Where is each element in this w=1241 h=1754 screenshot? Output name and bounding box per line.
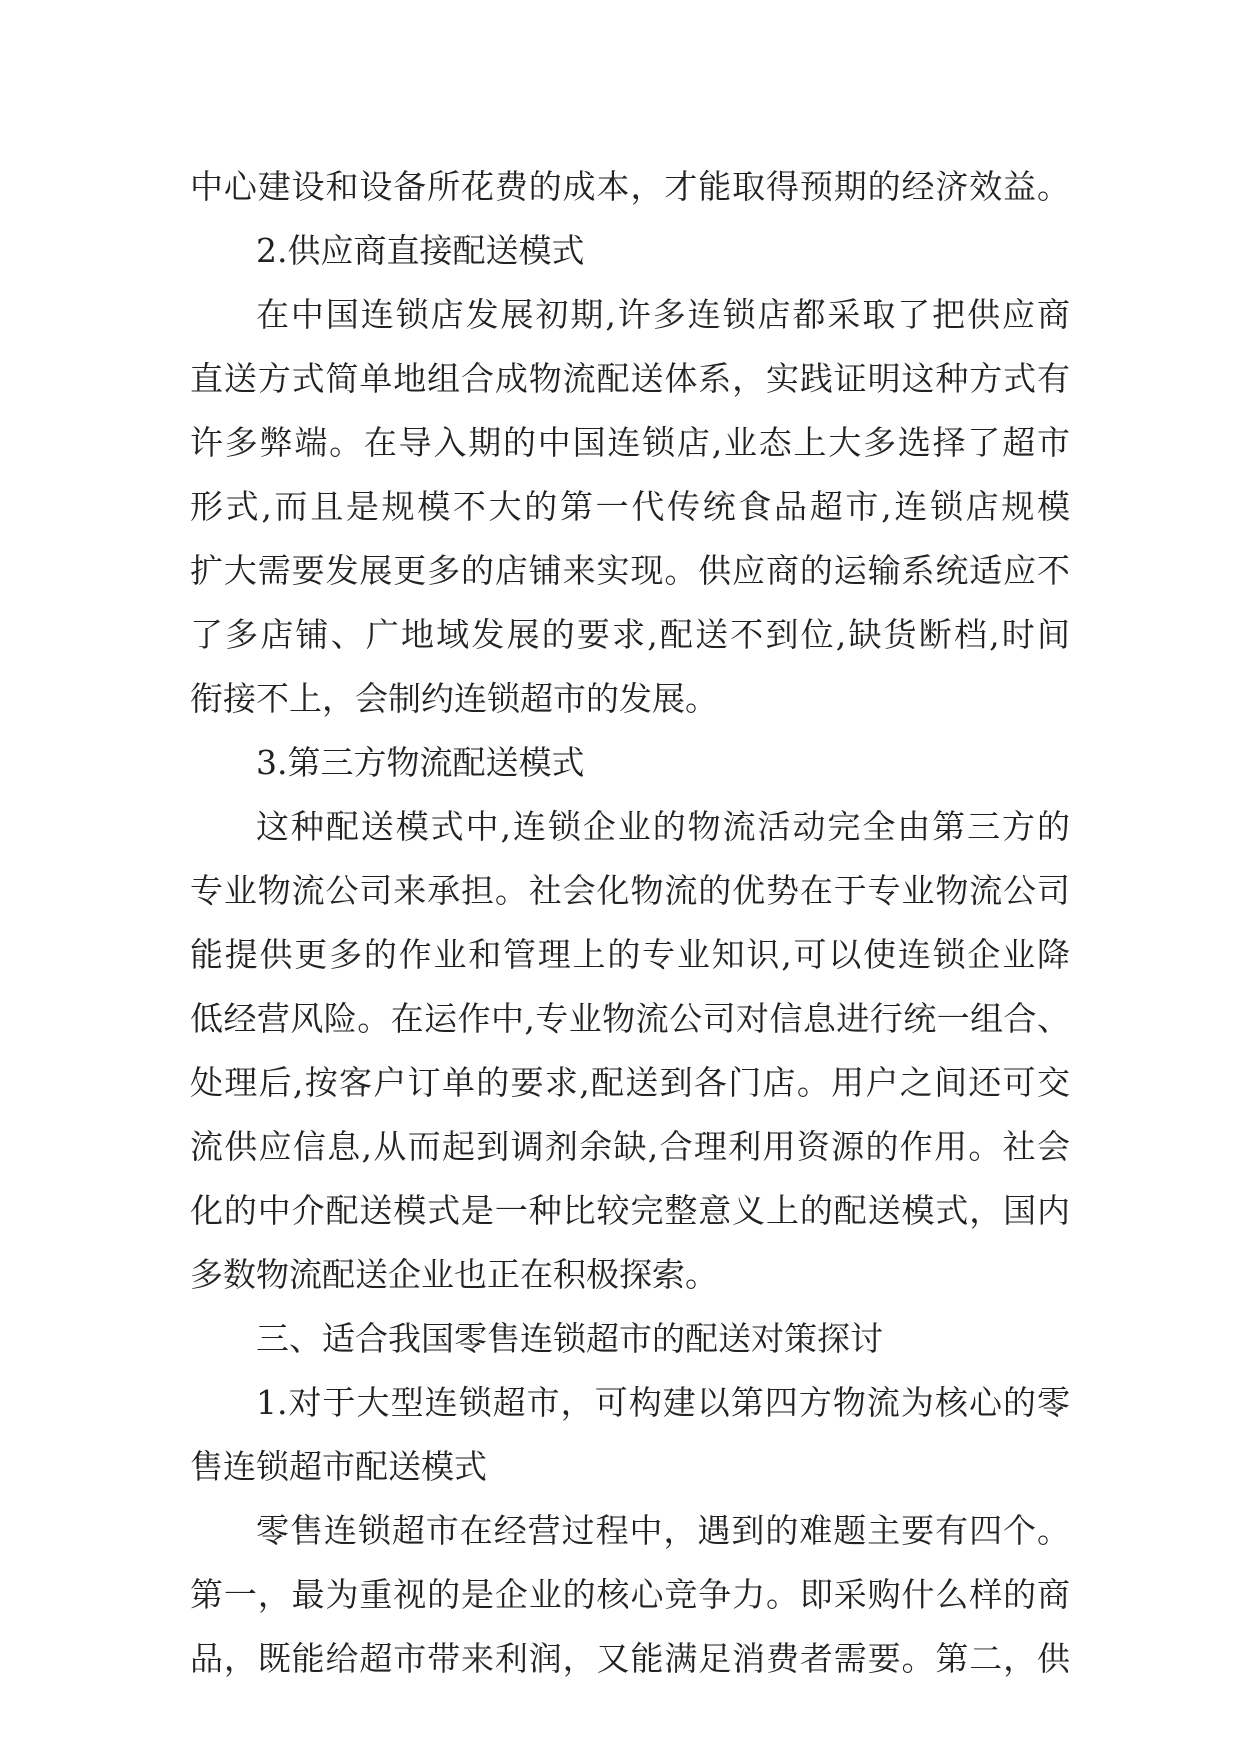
text-line: 品，既能给超市带来利润，又能满足消费者需要。第二，供 (190, 1639, 1070, 1678)
text-line: 许多弊端。在导入期的中国连锁店,业态上大多选择了超市 (190, 423, 1070, 462)
section-heading: 2.供应商直接配送模式 (256, 231, 585, 270)
text-line: 衔接不上，会制约连锁超市的发展。 (190, 679, 718, 718)
text-line: 零售连锁超市在经营过程中，遇到的难题主要有四个。 (256, 1511, 1070, 1550)
text-line: 这种配送模式中,连锁企业的物流活动完全由第三方的 (256, 807, 1070, 846)
text-line: 流供应信息,从而起到调剂余缺,合理利用资源的作用。社会 (190, 1127, 1070, 1166)
text-line: 了多店铺、广地域发展的要求,配送不到位,缺货断档,时间 (190, 615, 1070, 654)
text-line: 第一，最为重视的是企业的核心竞争力。即采购什么样的商 (190, 1575, 1070, 1614)
text-line: 专业物流公司来承担。社会化物流的优势在于专业物流公司 (190, 871, 1070, 910)
text-line: 低经营风险。在运作中,专业物流公司对信息进行统一组合、 (190, 999, 1070, 1038)
text-line: 能提供更多的作业和管理上的专业知识,可以使连锁企业降 (190, 935, 1070, 974)
text-line: 直送方式简单地组合成物流配送体系，实践证明这种方式有 (190, 359, 1070, 398)
text-line: 形式,而且是规模不大的第一代传统食品超市,连锁店规模 (190, 487, 1070, 526)
text-line: 扩大需要发展更多的店铺来实现。供应商的运输系统适应不 (190, 551, 1070, 590)
section-heading: 三、适合我国零售连锁超市的配送对策探讨 (256, 1319, 883, 1358)
section-heading: 3.第三方物流配送模式 (256, 743, 585, 782)
text-line: 在中国连锁店发展初期,许多连锁店都采取了把供应商 (256, 295, 1070, 334)
body-text (190, 155, 1070, 1691)
subsection-heading: 售连锁超市配送模式 (190, 1447, 487, 1486)
text-line: 多数物流配送企业也正在积极探索。 (190, 1255, 718, 1294)
subsection-heading: 1.对于大型连锁超市，可构建以第四方物流为核心的零 (256, 1383, 1070, 1422)
text-line: 中心建设和设备所花费的成本，才能取得预期的经济效益。 (190, 167, 1070, 206)
text-line: 化的中介配送模式是一种比较完整意义上的配送模式，国内 (190, 1191, 1070, 1230)
text-line: 处理后,按客户订单的要求,配送到各门店。用户之间还可交 (190, 1063, 1070, 1102)
